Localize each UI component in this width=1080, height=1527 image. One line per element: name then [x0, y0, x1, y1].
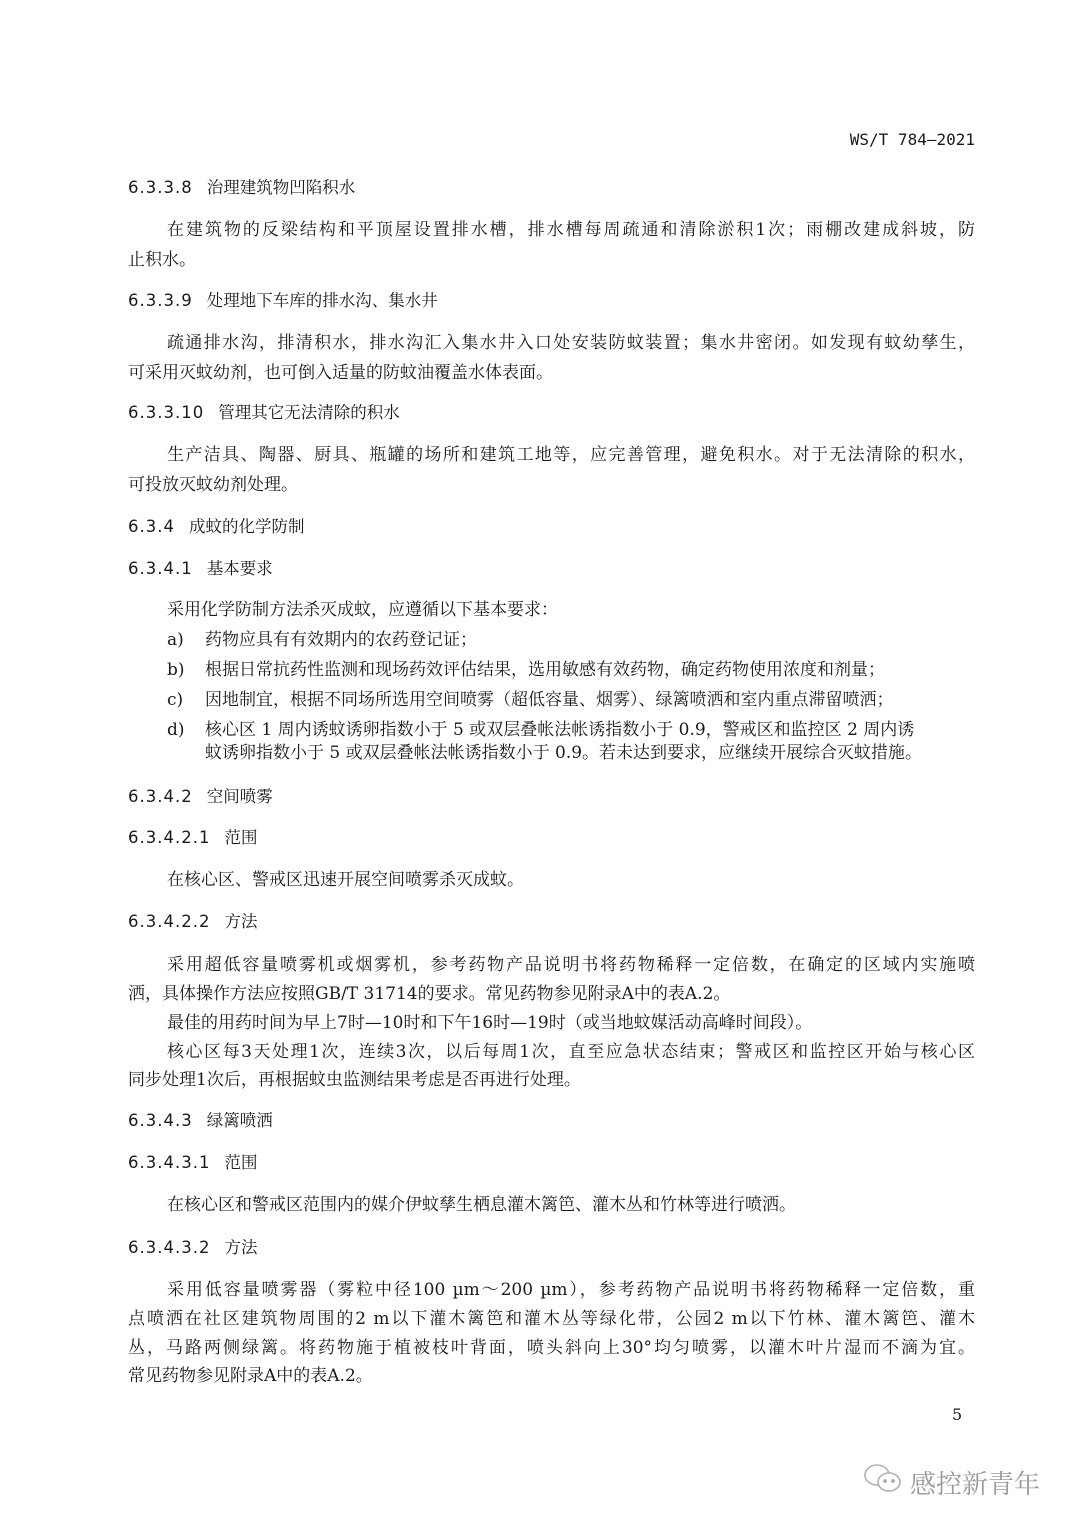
- section-heading: 6.3.3.9 处理地下车库的排水沟、集水井: [128, 291, 438, 310]
- wechat-icon: [862, 1462, 904, 1503]
- section-heading: 6.3.3.8 治理建筑物凹陷积水: [128, 178, 356, 197]
- paragraph-line: 丛，马路两侧绿篱。将药物施于植被枝叶背面，喷头斜向上30°均匀喷雾，以灌木叶片湿而不滴为宜。: [128, 1338, 975, 1358]
- list-item: a) 药物应具有有效期内的农药登记证；: [167, 630, 477, 650]
- list-item-continuation: 蚊诱卵指数小于 5 或双层叠帐法帐诱指数小于 0.9。若未达到要求，应继续开展综合灭蚊措施。: [205, 743, 923, 763]
- watermark-text: 感控新青年: [910, 1470, 1041, 1500]
- section-heading: 6.3.4 成蚊的化学防制: [128, 517, 305, 536]
- standard-code-header: WS/T 784—2021: [849, 130, 975, 149]
- paragraph-line: 可投放灭蚊幼剂处理。: [128, 475, 298, 495]
- paragraph-line: 采用化学防制方法杀灭成蚊，应遵循以下基本要求：: [167, 600, 558, 620]
- paragraph-line: 核心区每3天处理1次，连续3次，以后每周1次，直至应急状态结束；警戒区和监控区开始与核心区: [167, 1042, 975, 1062]
- section-heading: 6.3.4.3.1 范围: [128, 1153, 258, 1172]
- paragraph-line: 点喷洒在社区建筑物周围的2 m以下灌木篱笆和灌木丛等绿化带，公园2 m以下竹林、灌木篱笆、灌木: [128, 1309, 975, 1329]
- paragraph-line: 常见药物参见附录A中的表A.2。: [128, 1366, 373, 1386]
- paragraph-line: 采用低容量喷雾器（雾粒中径100 µm～200 µm），参考药物产品说明书将药物稀释一定倍数，重: [167, 1280, 975, 1300]
- paragraph-line: 同步处理1次后，再根据蚊虫监测结果考虑是否再进行处理。: [128, 1070, 581, 1090]
- section-heading: 6.3.4.2.1 范围: [128, 828, 258, 847]
- section-heading: 6.3.3.10 管理其它无法清除的积水: [128, 403, 400, 422]
- section-heading: 6.3.4.3.2 方法: [128, 1238, 258, 1257]
- list-item: b) 根据日常抗药性监测和现场药效评估结果，选用敏感有效药物，确定药物使用浓度和剂量；: [167, 660, 885, 680]
- section-heading: 6.3.4.3 绿篱喷洒: [128, 1111, 273, 1130]
- page-number: 5: [952, 1405, 963, 1424]
- paragraph-line: 最佳的用药时间为早上7时—10时和下午16时—19时（或当地蚊媒活动高峰时间段）。: [167, 1013, 813, 1033]
- paragraph-line: 止积水。: [128, 250, 196, 270]
- paragraph-line: 疏通排水沟，排清积水，排水沟汇入集水井入口处安装防蚊装置；集水井密闭。如发现有蚊幼孳生，: [167, 333, 975, 353]
- list-item: c) 因地制宜，根据不同场所选用空间喷雾（超低容量、烟雾）、绿篱喷洒和室内重点滞留喷洒；: [167, 690, 894, 710]
- section-heading: 6.3.4.2.2 方法: [128, 912, 258, 931]
- paragraph-line: 在建筑物的反梁结构和平顶屋设置排水槽，排水槽每周疏通和清除淤积1次；雨棚改建成斜坡，防: [167, 220, 975, 240]
- watermark: [862, 1462, 1040, 1503]
- list-item: d) 核心区 1 周内诱蚊诱卵指数小于 5 或双层叠帐法帐诱指数小于 0.9，警戒区和监控区 2 周内诱: [167, 720, 915, 740]
- paragraph-line: 生产洁具、陶器、厨具、瓶罐的场所和建筑工地等，应完善管理，避免积水。对于无法清除的积水，: [167, 445, 975, 465]
- paragraph-line: 在核心区、警戒区迅速开展空间喷雾杀灭成蚊。: [167, 870, 524, 890]
- section-heading: 6.3.4.1 基本要求: [128, 559, 273, 578]
- paragraph-line: 采用超低容量喷雾机或烟雾机，参考药物产品说明书将药物稀释一定倍数，在确定的区域内实施喷: [167, 955, 975, 975]
- paragraph-line: 可采用灭蚊幼剂，也可倒入适量的防蚊油覆盖水体表面。: [128, 363, 553, 383]
- paragraph-line: 在核心区和警戒区范围内的媒介伊蚊孳生栖息灌木篱笆、灌木丛和竹林等进行喷洒。: [167, 1195, 796, 1215]
- paragraph-line: 洒，具体操作方法应按照GB/T 31714的要求。常见药物参见附录A中的表A.2。: [128, 984, 731, 1004]
- section-heading: 6.3.4.2 空间喷雾: [128, 787, 273, 806]
